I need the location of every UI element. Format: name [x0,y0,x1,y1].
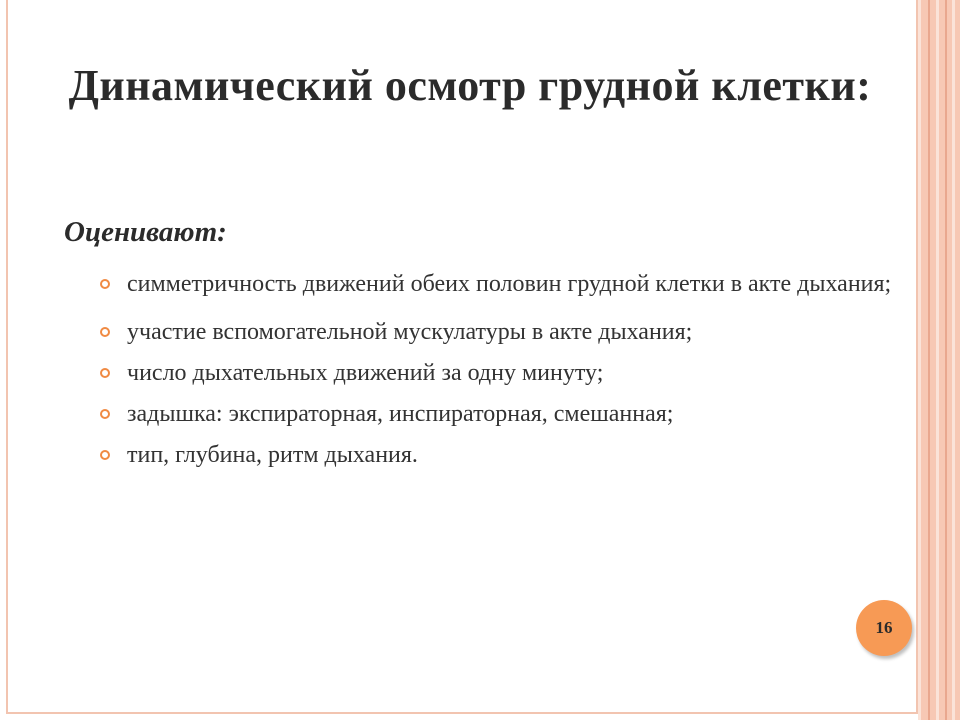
decorative-stripe [918,0,921,720]
circle-bullet-icon [100,368,110,378]
list-item [100,268,900,300]
list-item [100,316,900,348]
list-item [100,357,900,389]
decorative-stripe [945,0,947,720]
list-item-text: задышка: экспираторная, инспираторная, смешанная; [127,401,674,427]
decorative-stripe [936,0,939,720]
decorative-stripes [918,0,960,720]
list-item-text: число дыхательных движений за одну минуту; [127,360,604,386]
list-item [100,439,900,471]
decorative-stripe [952,0,955,720]
decorative-stripe [928,0,930,720]
page-number: 16 [875,618,893,637]
bullet-list [100,268,900,480]
list-item-text: симметричность движений обеих половин грудной клетки в акте дыхания; [127,271,892,297]
circle-bullet-icon [100,327,110,337]
slide-title: Динамический осмотр грудной клетки: [68,61,872,110]
list-item-text: тип, глубина, ритм дыхания. [127,442,418,468]
circle-bullet-icon [100,409,110,419]
circle-bullet-icon [100,279,110,289]
list-item [100,398,900,430]
circle-bullet-icon [100,450,110,460]
page-number-badge [856,600,912,656]
list-item-text: участие вспомогательной мускулатуры в акте дыхания; [127,319,693,345]
lead-text: Оценивают: [64,216,227,248]
